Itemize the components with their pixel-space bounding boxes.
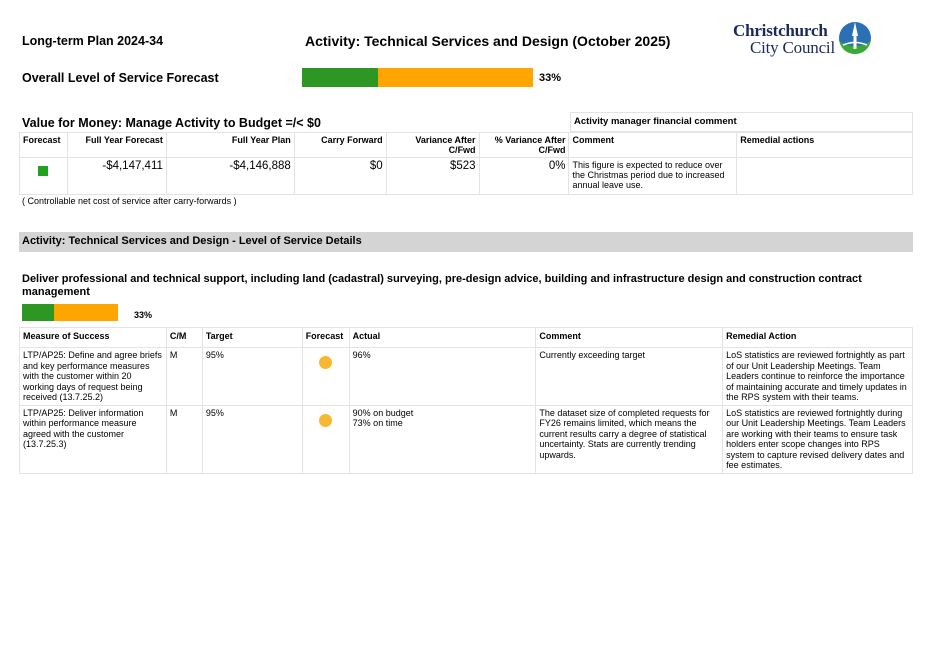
financial-table [19,132,913,195]
progress-orange-segment [54,304,118,321]
deliver-title: Deliver professional and technical support, including land (cadastral) surveying, pre-design advice, building and infrastructure design and construction contract management [22,273,862,298]
financial-header-row [20,133,913,158]
financial-comment: This figure is expected to reduce over the Christmas period due to increased annual leave use. [569,158,737,195]
target-cell: 95% [202,348,302,406]
variance-value: $523 [386,158,479,195]
value-for-money-title: Value for Money: Manage Activity to Budget =/< $0 [22,116,321,130]
col-comment: Comment [536,328,723,348]
deliver-progress-bar [22,304,118,321]
forecast-cell [302,348,349,406]
forecast-green-square-icon [38,166,48,176]
remedial-cell: LoS statistics are reviewed fortnightly during our Unit Leadership Meetings. Team Leaders are working with their teams to ensure task holders enter scope changes into RPS system to capture revised delivery dates and fee estimates. [723,405,913,473]
financial-remedial [737,158,913,195]
los-table [19,327,913,474]
actual-line1: 90% on budget [352,407,414,418]
table-row [20,348,913,406]
progress-orange-segment [378,68,533,87]
cathedral-logo-icon [837,21,873,55]
overall-los-label: Overall Level of Service Forecast [22,71,219,85]
measure-cell: LTP/AP25: Deliver information within performance measure agreed with the customer (13.7.25.3) [20,405,167,473]
full-year-forecast-value: -$4,147,411 [67,158,166,195]
forecast-cell [302,405,349,473]
actual-line2: 73% on time [352,418,403,428]
actual-cell [349,405,536,473]
col-remedial: Remedial actions [737,133,913,158]
remedial-cell: LoS statistics are reviewed fortnightly as part of our Unit Leadership Meetings. Team Leaders continue to reinforce the importance of maintaining accurate and timely updates in the RPS system with their teams. [723,348,913,406]
carry-forward-value: $0 [294,158,386,195]
actual-cell [349,348,536,406]
actual-line1: 96% [352,350,371,360]
comment-cell: Currently exceeding target [536,348,723,406]
measure-cell: LTP/AP25: Define and agree briefs and key performance measures with the customer within 20 working days of request being received (13.7.25.2) [20,348,167,406]
col-measure: Measure of Success [20,328,167,348]
logo-line1: Christchurch [733,21,828,40]
progress-green-segment [302,68,378,87]
cm-cell: M [166,405,202,473]
los-header-row [20,328,913,348]
plan-title: Long-term Plan 2024-34 [22,34,164,48]
progress-green-segment [22,304,54,321]
col-cm: C/M [166,328,202,348]
logo-line2: City Council [750,38,835,57]
col-full-year-forecast: Full Year Forecast [67,133,166,158]
target-cell: 95% [202,405,302,473]
los-section-band: Activity: Technical Services and Design - Level of Service Details [19,232,913,252]
financial-row [20,158,913,195]
pct-variance-value: 0% [479,158,569,195]
col-variance: Variance After C/Fwd [386,133,479,158]
overall-progress-bar [302,68,533,87]
full-year-plan-value: -$4,146,888 [166,158,294,195]
forecast-cell [20,158,68,195]
table-row [20,405,913,473]
col-target: Target [202,328,302,348]
col-full-year-plan: Full Year Plan [166,133,294,158]
forecast-amber-dot-icon [319,414,332,427]
cost-note: ( Controllable net cost of service after carry-forwards ) [22,196,237,206]
col-pct-variance: % Variance After C/Fwd [479,133,569,158]
col-remedial-action: Remedial Action [723,328,913,348]
forecast-amber-dot-icon [319,356,332,369]
council-logo [733,21,878,61]
col-actual: Actual [349,328,536,348]
col-forecast: Forecast [20,133,68,158]
col-carry-forward: Carry Forward [294,133,386,158]
financial-comment-header: Activity manager financial comment [570,112,913,132]
cm-cell: M [166,348,202,406]
col-forecast: Forecast [302,328,349,348]
overall-pct: 33% [539,72,562,84]
comment-cell: The dataset size of completed requests for FY26 remains limited, which means the current results carry a degree of statistical uncertainty. Stats are currently trending upwards. [536,405,723,473]
deliver-pct: 33% [134,310,153,320]
activity-title: Activity: Technical Services and Design (October 2025) [305,33,671,49]
col-comment: Comment [569,133,737,158]
